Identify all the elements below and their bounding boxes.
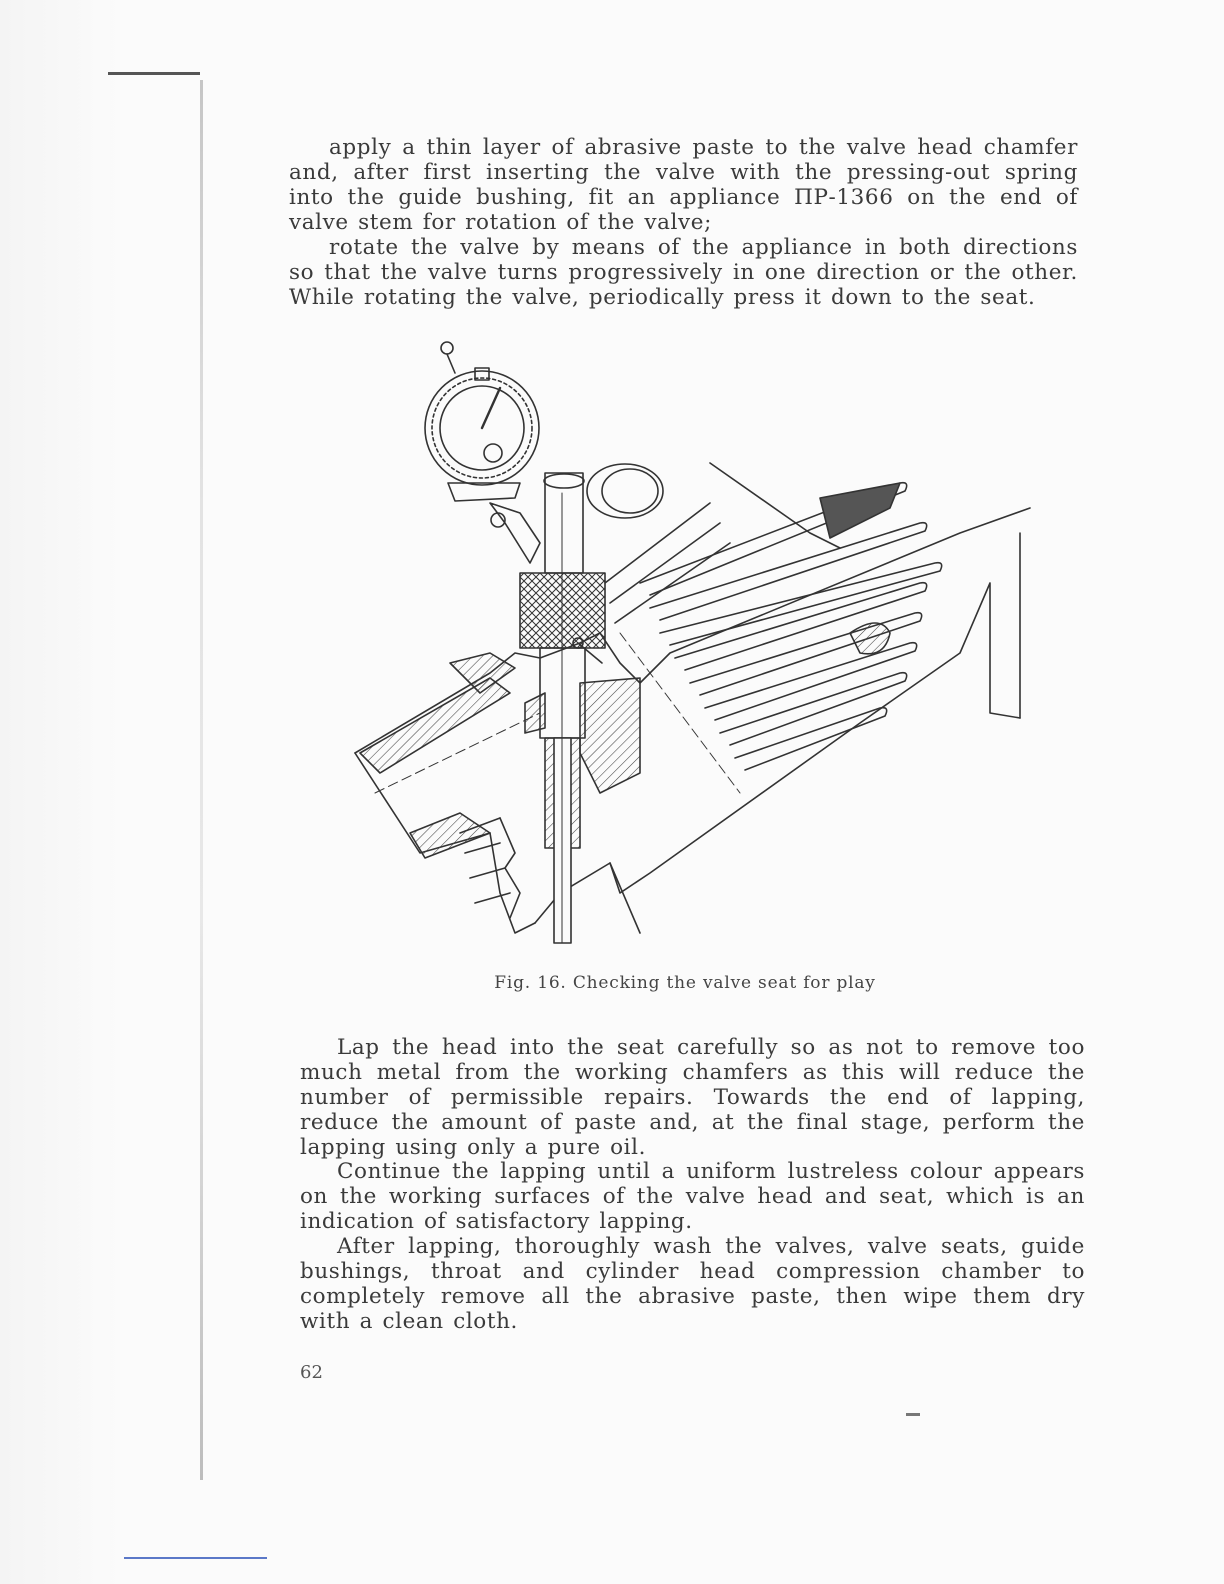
paragraph-rotate-valve: rotate the valve by means of the appliance in both directions so that the valve turns progressively in one direction or the other. While rotating the valve, periodically press it down to the seat. [289,235,1078,310]
corner-rule-mark [108,72,200,75]
valve-seat-check-illustration [340,333,1040,953]
scan-speck [906,1413,920,1416]
paragraph-apply-paste: apply a thin layer of abrasive paste to the valve head chamfer and, after first inserting the valve with the pressing-out spring into the guide bushing, fit an appliance ПР-1366 on the end of valve stem for rotation of the valve; [289,135,1078,235]
binding-edge [0,0,120,1584]
bottom-rule [124,1557,267,1559]
binding-shadow-line [200,80,203,1480]
figure-caption: Fig. 16. Checking the valve seat for play [494,973,876,993]
cylinder-head-body [355,508,1030,933]
dial-indicator [425,342,540,563]
page-number: 62 [300,1362,323,1383]
paragraph-continue-lapping: Continue the lapping until a uniform lustreless colour appears on the working surfaces of the valve head and seat, which is an indication of satisfactory lapping. [300,1159,1085,1234]
cooling-fins [605,463,942,770]
gauge-roller [587,464,663,518]
paragraph-lap-head: Lap the head into the seat carefully so as not to remove too much metal from the working chamfers as this will reduce the number of permissible repairs. Towards the end of lapping, reduce the amount of paste and, at the final stage, perform the lapping using only a pure oil. [300,1035,1085,1160]
paragraph-after-lapping: After lapping, thoroughly wash the valves, valve seats, guide bushings, throat and cylinder head compression chamber to completely remove all the abrasive paste, then wipe them dry with a clean cloth. [300,1234,1085,1334]
technical-drawing [340,333,1040,953]
